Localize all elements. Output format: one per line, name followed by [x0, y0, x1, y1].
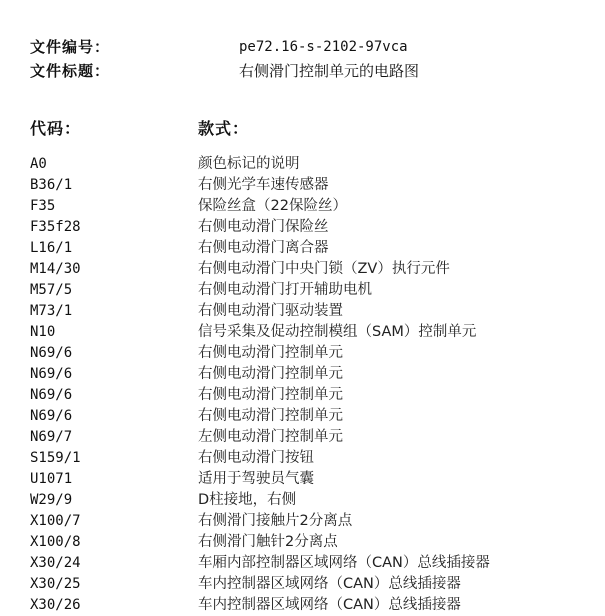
component-code: X30/25: [30, 576, 81, 592]
component-description: 右侧电动滑门按钮: [198, 450, 314, 466]
list-item: [0, 175, 605, 196]
list-item: [0, 301, 605, 322]
component-description: 车内控制器区域网络（CAN）总线插接器: [198, 576, 461, 592]
component-code: X100/7: [30, 513, 81, 529]
component-description: 颜色标记的说明: [198, 156, 300, 172]
list-item: [0, 280, 605, 301]
file-number-value: pe72.16-s-2102-97vca: [239, 39, 408, 55]
component-code: X30/24: [30, 555, 81, 571]
component-code: N69/6: [30, 345, 73, 361]
component-code: N10: [30, 324, 56, 340]
component-description: 适用于驾驶员气囊: [198, 471, 314, 487]
component-description: 车内控制器区域网络（CAN）总线插接器: [198, 597, 461, 613]
component-code: W29/9: [30, 492, 73, 508]
component-code: N69/6: [30, 387, 73, 403]
component-description: 信号采集及促动控制模组（SAM）控制单元: [198, 324, 477, 340]
component-description: 车厢内部控制器区域网络（CAN）总线插接器: [198, 555, 490, 571]
component-code: B36/1: [30, 177, 73, 193]
code-column-header: 代码：: [30, 119, 82, 138]
component-code: X100/8: [30, 534, 81, 550]
component-description: 右侧电动滑门控制单元: [198, 387, 343, 403]
component-description: 左侧电动滑门控制单元: [198, 429, 343, 445]
component-list: [0, 154, 605, 616]
component-description: 右侧电动滑门驱动装置: [198, 303, 343, 319]
style-column-header: 款式：: [198, 119, 250, 138]
component-code: L16/1: [30, 240, 73, 256]
list-item: [0, 322, 605, 343]
list-item: [0, 532, 605, 553]
list-item: [0, 154, 605, 175]
list-item: [0, 217, 605, 238]
list-item: [0, 385, 605, 406]
component-description: 右侧滑门触针2分离点: [198, 534, 338, 550]
list-item: [0, 553, 605, 574]
list-item: [0, 490, 605, 511]
component-code: U1071: [30, 471, 73, 487]
list-item: [0, 574, 605, 595]
component-description: 右侧电动滑门离合器: [198, 240, 329, 256]
list-item: [0, 196, 605, 217]
component-code: N69/6: [30, 366, 73, 382]
list-item: [0, 448, 605, 469]
component-description: 右侧电动滑门控制单元: [198, 408, 343, 424]
component-description: 保险丝盒（22保险丝）: [198, 198, 347, 214]
list-item: [0, 343, 605, 364]
component-description: 右侧电动滑门控制单元: [198, 366, 343, 382]
component-code: S159/1: [30, 450, 81, 466]
list-item: [0, 406, 605, 427]
component-code: F35f28: [30, 219, 81, 235]
file-title-value: 右侧滑门控制单元的电路图: [239, 62, 420, 80]
component-description: 右侧光学车速传感器: [198, 177, 329, 193]
component-code: N69/7: [30, 429, 73, 445]
list-item: [0, 259, 605, 280]
component-code: M14/30: [30, 261, 81, 277]
list-item: [0, 427, 605, 448]
component-code: M57/5: [30, 282, 73, 298]
list-item: [0, 511, 605, 532]
list-item: [0, 364, 605, 385]
component-description: 右侧电动滑门控制单元: [198, 345, 343, 361]
component-description: 右侧电动滑门打开辅助电机: [198, 282, 372, 298]
list-item: [0, 595, 605, 616]
component-code: X30/26: [30, 597, 81, 613]
file-number-label: 文件编号：: [30, 38, 111, 56]
file-title-label: 文件标题：: [30, 62, 111, 80]
component-description: 右侧电动滑门中央门锁（ZV）执行元件: [198, 261, 450, 277]
component-description: 右侧电动滑门保险丝: [198, 219, 329, 235]
component-code: M73/1: [30, 303, 73, 319]
list-item: [0, 469, 605, 490]
list-item: [0, 238, 605, 259]
component-description: D柱接地，右侧: [198, 492, 297, 508]
component-code: F35: [30, 198, 56, 214]
component-description: 右侧滑门接触片2分离点: [198, 513, 353, 529]
component-code: A0: [30, 156, 47, 172]
component-code: N69/6: [30, 408, 73, 424]
